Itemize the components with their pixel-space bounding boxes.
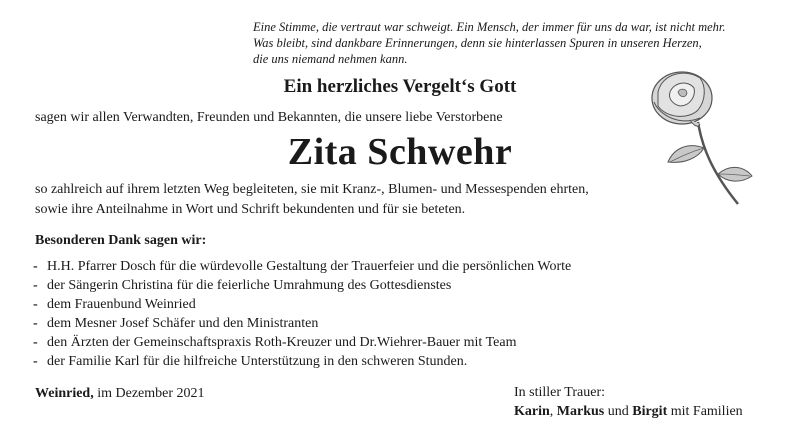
list-item xyxy=(33,257,571,276)
body-line: sowie ihre Anteilnahme in Wort und Schrift bekundenten und für sie beteten. xyxy=(35,202,466,217)
list-item xyxy=(33,352,571,371)
dash-marker: - xyxy=(33,278,38,293)
body-line: so zahlreich auf ihrem letzten Weg begleiteten, sie mit Kranz-, Blumen- und Messespenden ehrten, xyxy=(35,182,589,197)
list-item-text: der Familie Karl für die hilfreiche Unterstützung in den schweren Stunden. xyxy=(47,354,468,369)
list-item xyxy=(33,333,571,352)
mourner-names xyxy=(514,402,743,421)
poem-line: die uns niemand nehmen kann. xyxy=(253,52,408,66)
list-item-text: dem Frauenbund Weinried xyxy=(47,297,196,312)
list-item-text: dem Mesner Josef Schäfer und den Ministranten xyxy=(47,316,319,331)
list-item-text: H.H. Pfarrer Dosch für die würdevolle Gestaltung der Trauerfeier und die persönlichen Worte xyxy=(47,259,572,274)
separator: und xyxy=(604,404,633,419)
place: Weinried, xyxy=(35,386,94,401)
signature-block xyxy=(514,383,743,421)
thanks-list xyxy=(33,257,571,371)
place-date xyxy=(35,386,205,402)
intro-text: sagen wir allen Verwandten, Freunden und Bekannten, die unsere liebe Verstorbene xyxy=(35,110,503,125)
mourning-label: In stiller Trauer: xyxy=(514,385,605,400)
mourner-name: Birgit xyxy=(632,404,668,419)
list-item xyxy=(33,276,571,295)
dash-marker: - xyxy=(33,335,38,350)
list-item xyxy=(33,295,571,314)
dash-marker: - xyxy=(33,297,38,312)
poem xyxy=(253,19,793,67)
list-item xyxy=(33,314,571,333)
list-item-text: der Sängerin Christina für die feierliche Umrahmung des Gottesdienstes xyxy=(47,278,452,293)
poem-line: Was bleibt, sind dankbare Erinnerungen, denn sie hinterlassen Spuren in unseren Herzen, xyxy=(253,36,702,50)
date: im Dezember 2021 xyxy=(93,386,205,401)
mourner-name: Karin xyxy=(514,404,550,419)
list-item-text: den Ärzten der Gemeinschaftspraxis Roth-Kreuzer und Dr.Wiehrer-Bauer mit Team xyxy=(47,335,517,350)
mourner-name: Markus xyxy=(556,404,605,419)
dash-marker: - xyxy=(33,316,38,331)
body-text xyxy=(35,180,589,220)
deceased-name: Zita Schwehr xyxy=(287,131,513,173)
special-thanks-heading: Besonderen Dank sagen wir: xyxy=(35,233,207,248)
separator: , xyxy=(549,404,557,419)
names-suffix: mit Familien xyxy=(667,404,743,419)
thanks-heading: Ein herzliches Vergelt‘s Gott xyxy=(283,76,517,97)
dash-marker: - xyxy=(33,259,38,274)
dash-marker: - xyxy=(33,354,38,369)
poem-line: Eine Stimme, die vertraut war schweigt. Ein Mensch, der immer für uns da war, ist nicht mehr. xyxy=(253,20,726,34)
